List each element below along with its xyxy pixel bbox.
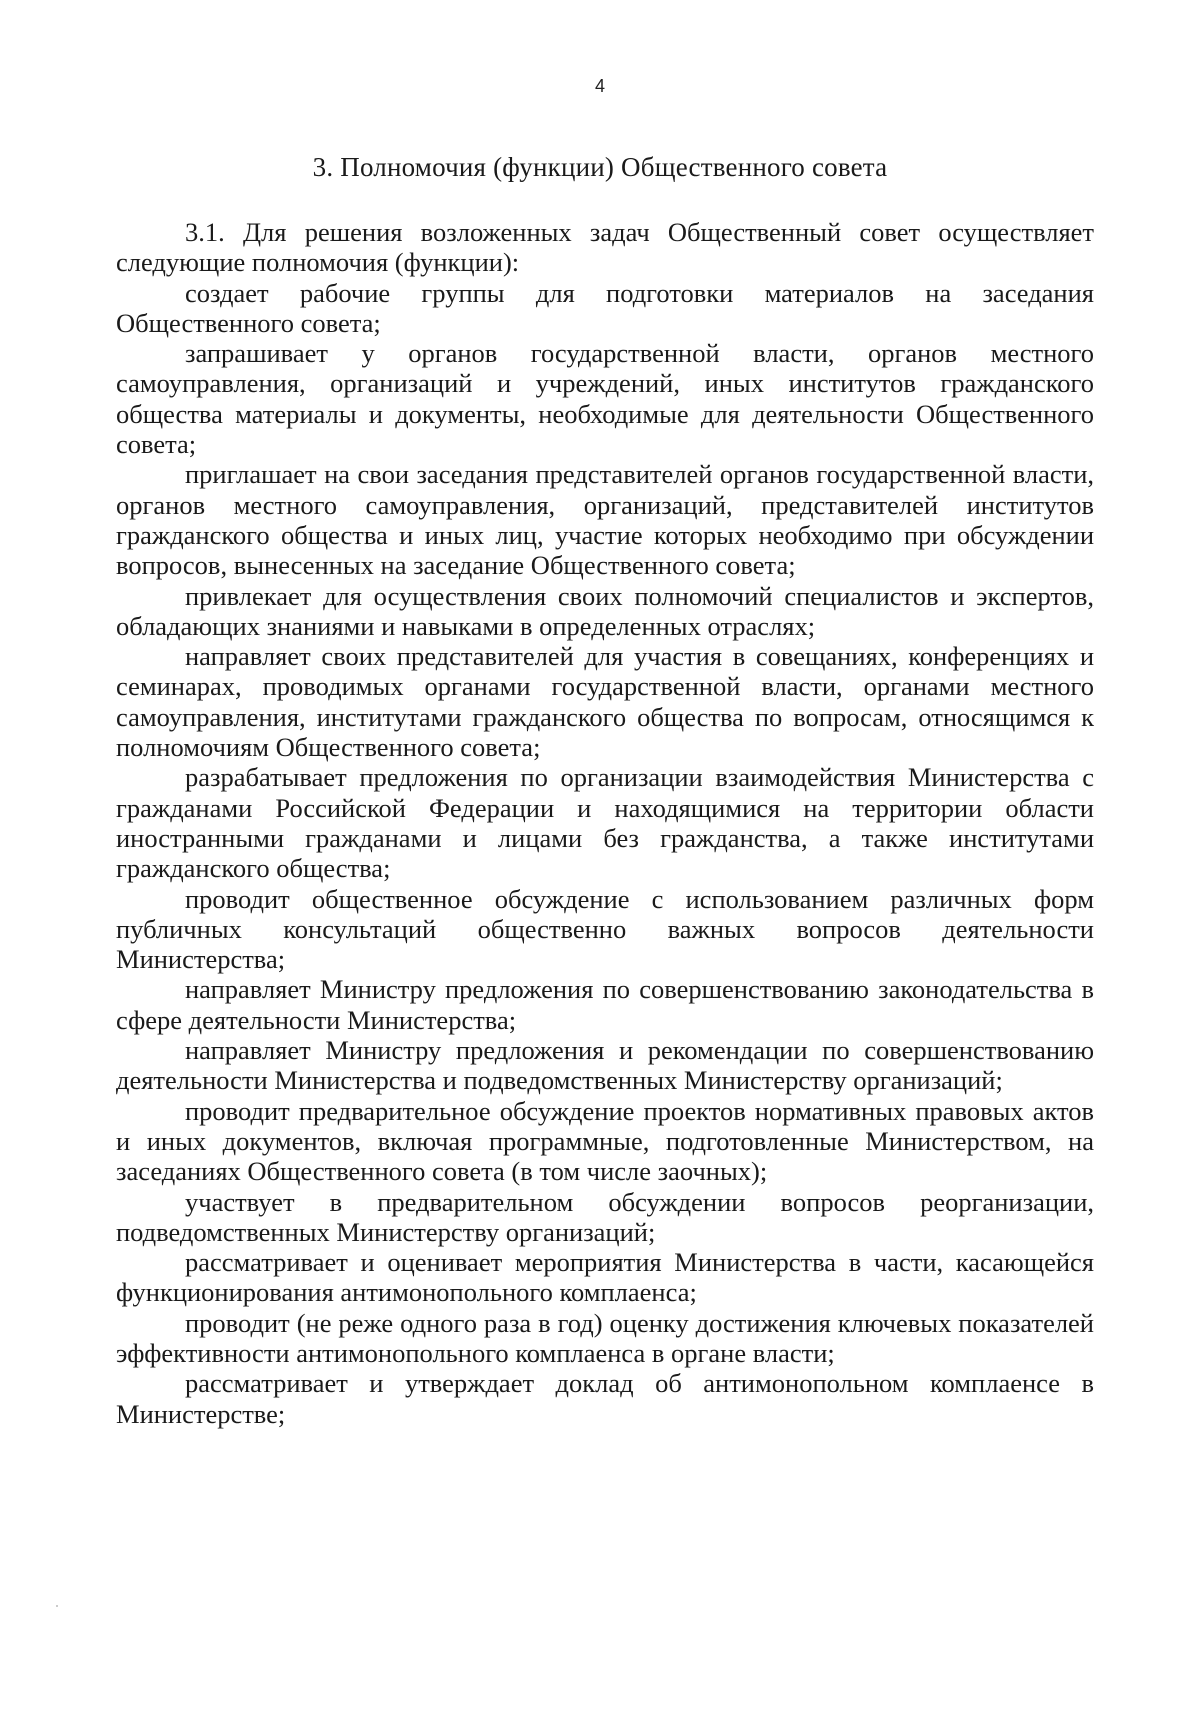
paragraph: рассматривает и оценивает мероприятия Министерства в части, касающейся функционирования антимонопольного комплаенса; <box>116 1247 1094 1308</box>
paragraph: запрашивает у органов государственной власти, органов местного самоуправления, организаций и учреждений, иных институтов гражданского общества материалы и документы, необходимые для деятельности Общественного совета; <box>116 338 1094 460</box>
paragraph: направляет Министру предложения и рекомендации по совершенствованию деятельности Министерства и подведомственных Министерству организаций; <box>116 1035 1094 1096</box>
paragraph: создает рабочие группы для подготовки материалов на заседания Общественного совета; <box>116 277 1094 338</box>
section-title: 3. Полномочия (функции) Общественного совета <box>312 152 888 182</box>
paragraph: приглашает на свои заседания представителей органов государственной власти, органов местного самоуправления, организаций, представителей институтов гражданского общества и иных лиц, участие которых необходимо при обсуждении вопросов, вынесенных на заседание Общественного совета; <box>116 459 1094 581</box>
paragraph: направляет своих представителей для участия в совещаниях, конференциях и семинарах, проводимых органами государственной власти, органами местного самоуправления, институтами гражданского общества по вопросам, относящимся к полномочиям Общественного совета; <box>116 641 1094 763</box>
paragraph: проводит предварительное обсуждение проектов нормативных правовых актов и иных документов, включая программные, подготовленные Министерством, на заседаниях Общественного совета (в том числе заочных); <box>116 1095 1094 1187</box>
paragraph: проводит (не реже одного раза в год) оценку достижения ключевых показателей эффективности антимонопольного комплаенса в органе власти; <box>116 1307 1094 1368</box>
paragraph: рассматривает и утверждает доклад об антимонопольном комплаенсе в Министерстве; <box>116 1368 1094 1429</box>
paragraph: участвует в предварительном обсуждении вопросов реорганизации, подведомственных Министерству организаций; <box>116 1186 1094 1247</box>
paragraph: проводит общественное обсуждение с использованием различных форм публичных консультаций общественно важных вопросов деятельности Министерства; <box>116 883 1094 975</box>
paragraph: привлекает для осуществления своих полномочий специалистов и экспертов, обладающих знаниями и навыками в определенных отраслях; <box>116 580 1094 641</box>
paragraph-3-1: 3.1. Для решения возложенных задач Общественный совет осуществляет следующие полномочия (функции): <box>116 217 1094 278</box>
paragraph: разрабатывает предложения по организации взаимодействия Министерства с гражданами Российской Федерации и находящимися на территории области иностранными гражданами и лицами без гражданства, а также институтами гражданского общества; <box>116 762 1094 884</box>
paragraph: направляет Министру предложения по совершенствованию законодательства в сфере деятельности Министерства; <box>116 974 1094 1035</box>
document-body <box>116 217 1094 1429</box>
page-number: 4 <box>594 76 605 96</box>
scan-speck <box>56 1605 58 1607</box>
